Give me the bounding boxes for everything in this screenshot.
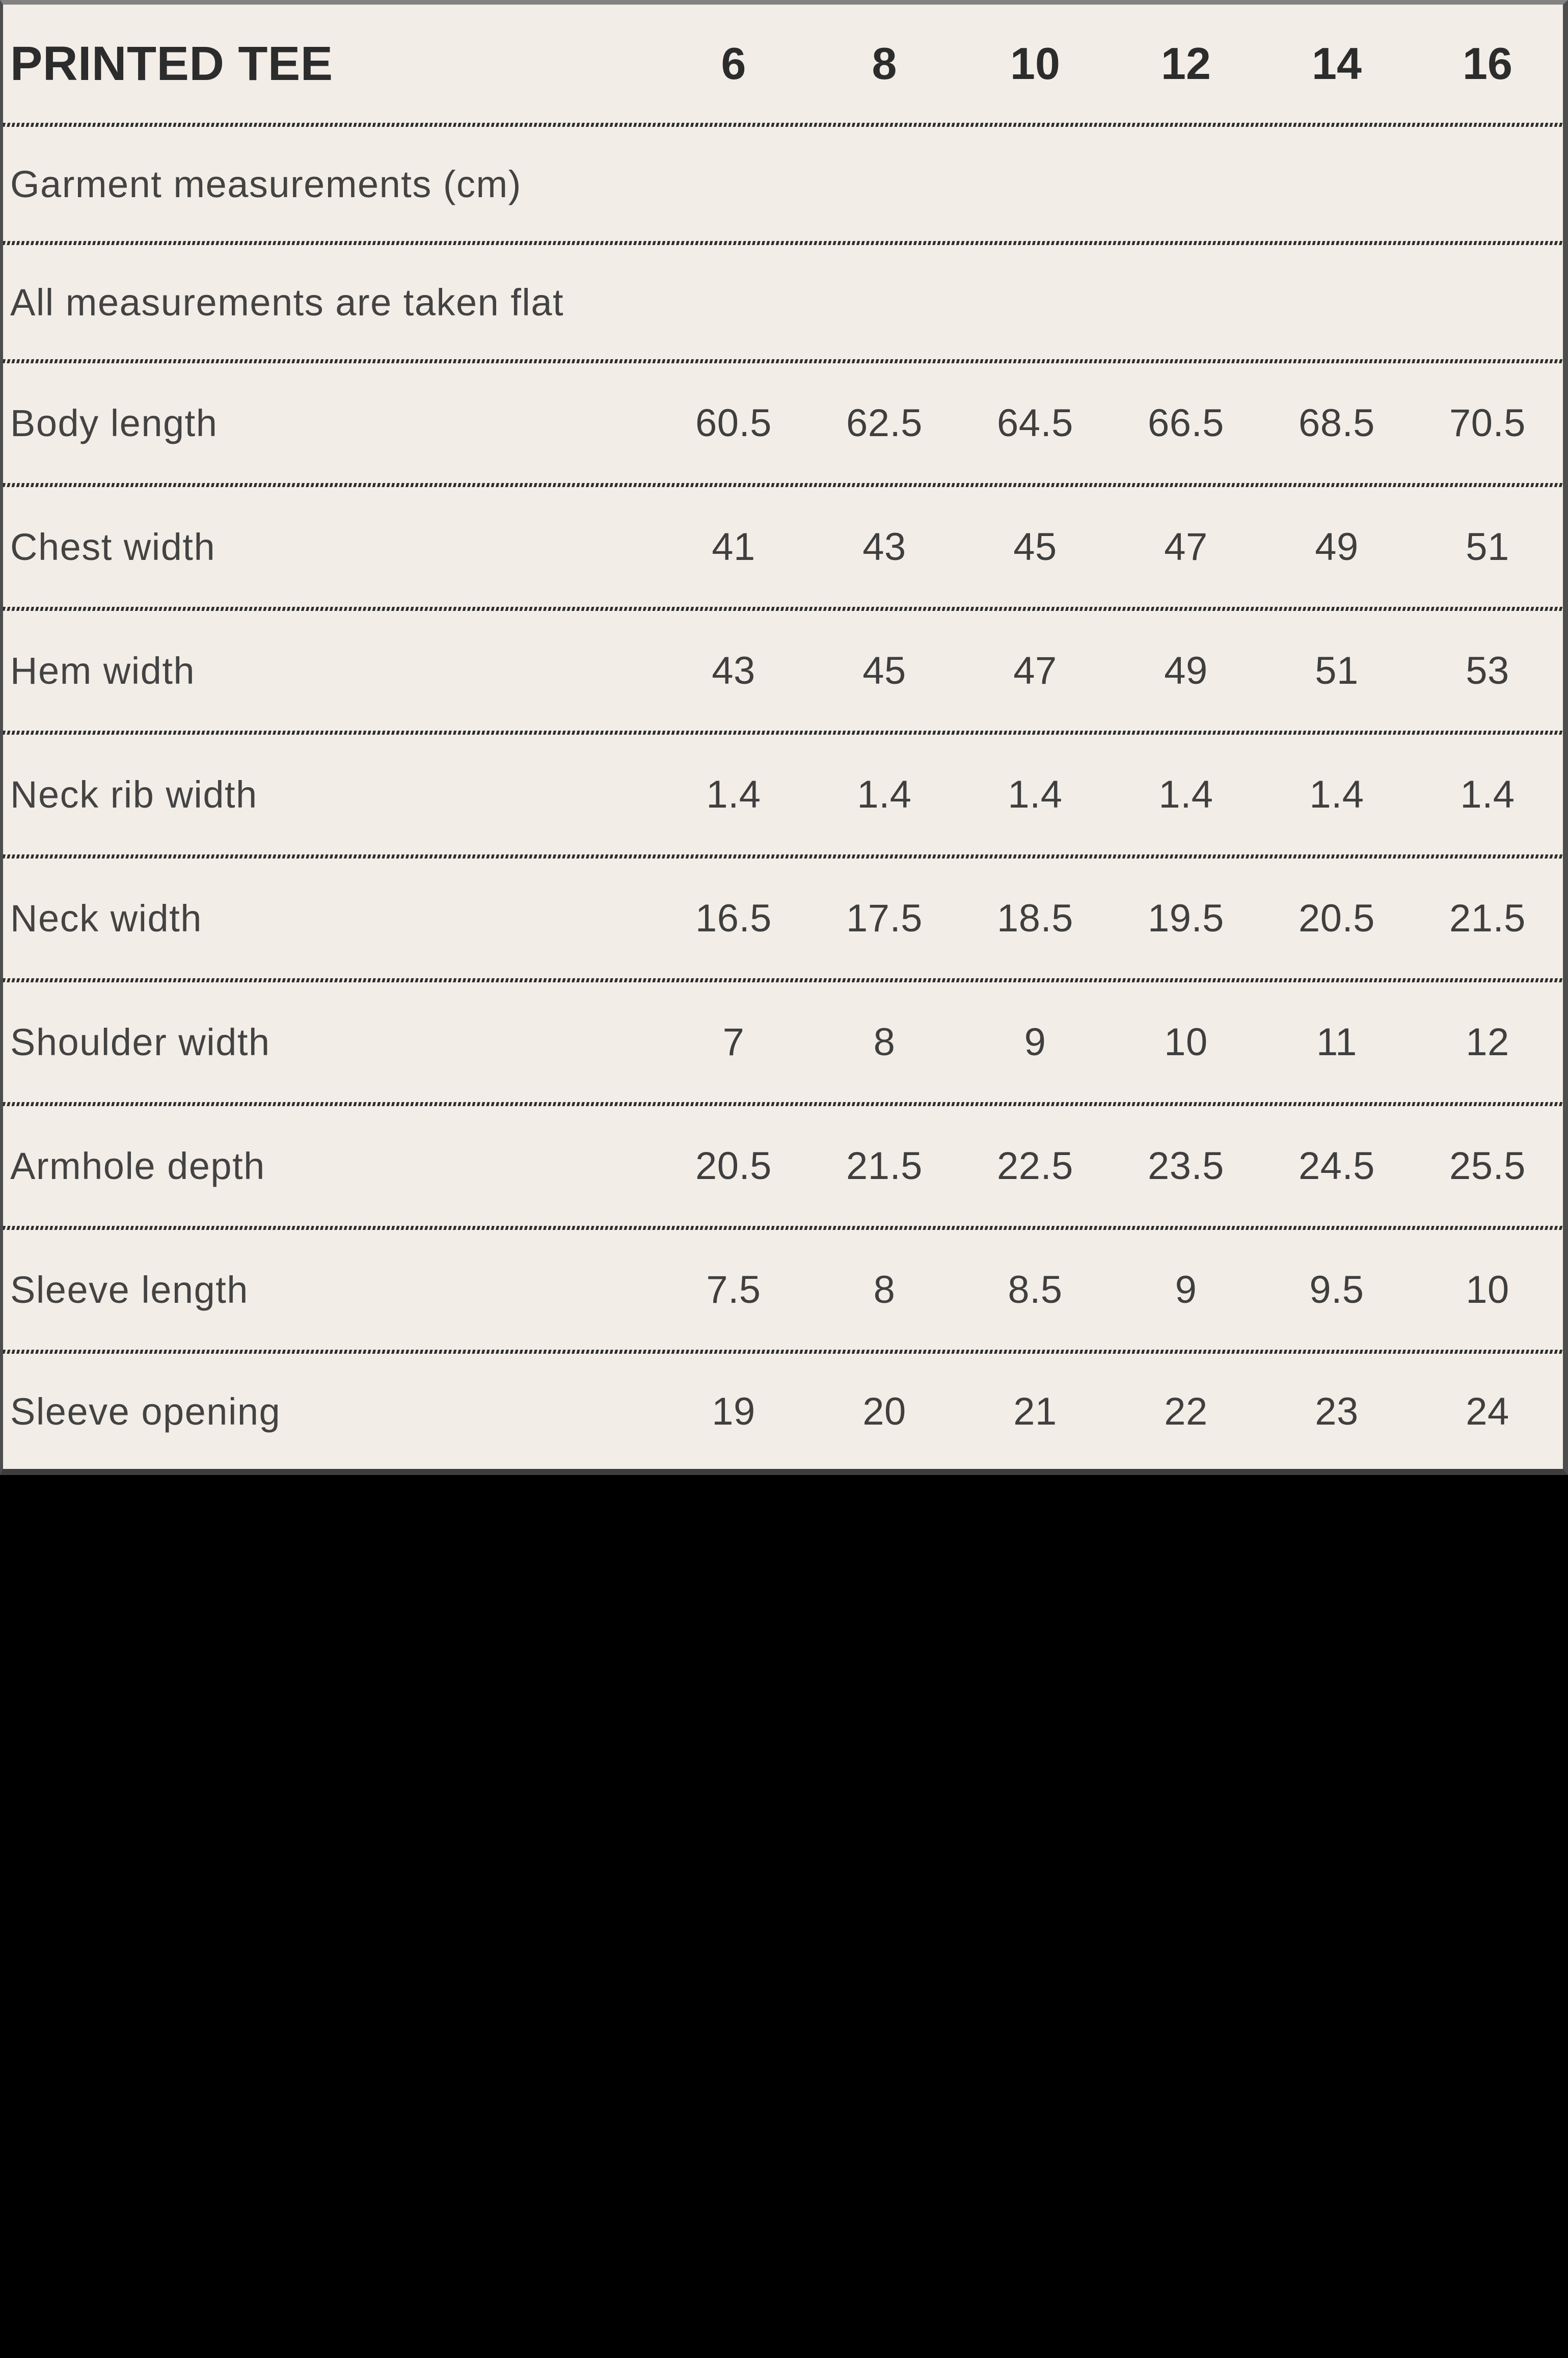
measurement-value: 21.5	[846, 1144, 923, 1188]
table-row	[3, 487, 1563, 607]
measurement-value: 51	[1315, 649, 1359, 692]
table-row	[3, 1106, 1563, 1226]
measurement-value: 18.5	[997, 897, 1073, 940]
measurement-value: 19	[712, 1389, 755, 1433]
measurement-value: 49	[1164, 649, 1208, 692]
measurement-value: 24.5	[1299, 1144, 1375, 1188]
size-column-header: 14	[1312, 38, 1362, 89]
measurement-value: 66.5	[1148, 401, 1224, 445]
measurement-value: 7.5	[706, 1268, 761, 1311]
measurement-value: 24	[1466, 1389, 1509, 1433]
measurement-label: Body length	[10, 402, 218, 444]
measurement-value: 1.4	[1008, 773, 1063, 816]
measurement-value: 19.5	[1148, 897, 1224, 940]
measurement-value: 64.5	[997, 401, 1073, 445]
measurement-value: 8	[873, 1268, 896, 1311]
note-row	[3, 127, 1563, 241]
measurement-value: 60.5	[695, 401, 772, 445]
measurement-value: 62.5	[846, 401, 923, 445]
row-divider	[3, 1102, 1563, 1106]
measurement-value: 45	[1013, 525, 1057, 569]
note-row	[3, 245, 1563, 359]
measurement-value: 21.5	[1449, 897, 1526, 940]
measurement-value: 1.4	[706, 773, 761, 816]
measurement-value: 68.5	[1299, 401, 1375, 445]
measurement-value: 9	[1024, 1021, 1046, 1064]
note-text: All measurements are taken flat	[10, 281, 564, 324]
measurement-value: 9	[1175, 1268, 1197, 1311]
measurement-value: 12	[1466, 1021, 1509, 1064]
measurement-value: 20.5	[695, 1144, 772, 1188]
measurement-value: 23.5	[1148, 1144, 1224, 1188]
measurement-value: 47	[1164, 525, 1208, 569]
row-divider	[3, 123, 1563, 127]
measurement-label: Hem width	[10, 650, 196, 692]
product-title: PRINTED TEE	[10, 36, 333, 91]
table-row	[3, 859, 1563, 978]
measurement-value: 8	[873, 1021, 896, 1064]
measurement-value: 11	[1316, 1021, 1357, 1064]
measurement-value: 51	[1466, 525, 1509, 569]
row-divider	[3, 359, 1563, 363]
measurement-value: 21	[1013, 1389, 1057, 1433]
measurement-value: 22.5	[997, 1144, 1073, 1188]
size-column-header: 12	[1161, 38, 1211, 89]
note-text: Garment measurements (cm)	[10, 163, 522, 205]
measurement-value: 1.4	[1460, 773, 1515, 816]
row-divider	[3, 1226, 1563, 1230]
measurement-value: 10	[1164, 1021, 1208, 1064]
row-divider	[3, 241, 1563, 245]
size-column-header: 10	[1010, 38, 1060, 89]
measurement-value: 10	[1466, 1268, 1509, 1311]
measurement-value: 23	[1315, 1389, 1359, 1433]
measurement-value: 45	[862, 649, 906, 692]
measurement-value: 49	[1315, 525, 1359, 569]
measurement-label: Chest width	[10, 526, 216, 568]
measurement-value: 1.4	[1158, 773, 1213, 816]
measurement-value: 53	[1466, 649, 1509, 692]
measurement-value: 1.4	[857, 773, 912, 816]
measurement-label: Neck width	[10, 897, 202, 940]
row-divider	[3, 1350, 1563, 1354]
measurement-value: 25.5	[1449, 1144, 1526, 1188]
header-row	[3, 5, 1563, 123]
table-row	[3, 1354, 1563, 1469]
row-divider	[3, 854, 1563, 859]
measurement-value: 70.5	[1449, 401, 1526, 445]
row-divider	[3, 607, 1563, 611]
measurement-value: 47	[1013, 649, 1057, 692]
measurement-value: 8.5	[1008, 1268, 1063, 1311]
row-divider	[3, 731, 1563, 735]
measurement-label: Sleeve length	[10, 1269, 249, 1311]
measurement-label: Armhole depth	[10, 1145, 265, 1187]
measurement-value: 43	[862, 525, 906, 569]
measurement-value: 1.4	[1309, 773, 1364, 816]
measurement-value: 20	[862, 1389, 906, 1433]
measurement-value: 9.5	[1309, 1268, 1364, 1311]
measurement-label: Shoulder width	[10, 1021, 271, 1063]
measurement-value: 16.5	[695, 897, 772, 940]
measurement-value: 43	[712, 649, 755, 692]
table-row	[3, 611, 1563, 731]
row-divider	[3, 978, 1563, 982]
measurement-value: 17.5	[846, 897, 923, 940]
size-column-header: 8	[872, 38, 897, 89]
table-row	[3, 735, 1563, 854]
measurement-value: 7	[722, 1021, 745, 1064]
measurement-value: 41	[712, 525, 755, 569]
table-row	[3, 982, 1563, 1102]
measurement-value: 20.5	[1299, 897, 1375, 940]
table-row	[3, 363, 1563, 483]
table-row	[3, 1230, 1563, 1350]
measurement-label: Sleeve opening	[10, 1390, 281, 1433]
size-column-header: 16	[1463, 38, 1512, 89]
row-divider	[3, 483, 1563, 487]
size-column-header: 6	[721, 38, 746, 89]
measurement-label: Neck rib width	[10, 773, 258, 816]
measurement-value: 22	[1164, 1389, 1208, 1433]
